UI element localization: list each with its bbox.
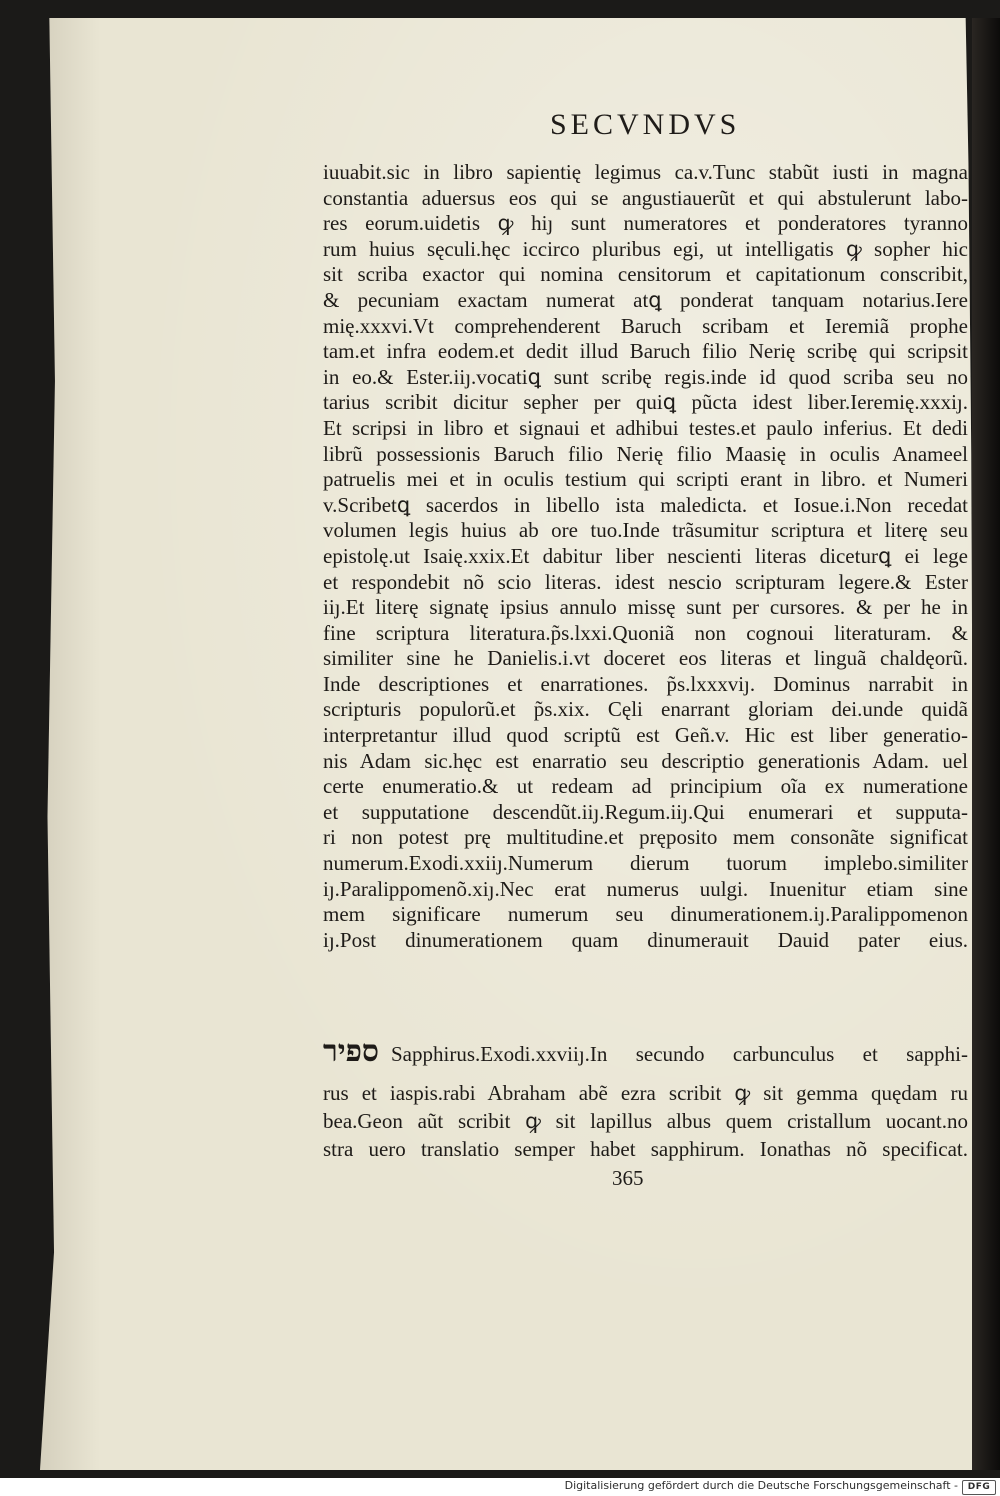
text-line: similiter sine he Danielis.i.vt doceret eos literas et linguã chaldęorũ. — [323, 646, 968, 671]
page-edge-shadow — [972, 18, 1000, 1470]
text-line: rum huius sęculi.hęc iccirco pluribus egi, ut intelligatis ꝙ sopher hic — [323, 236, 968, 261]
text-line: Inde descriptiones et enarrationes. p̃s.lxxxviȷ. Dominus narrabit in — [323, 671, 968, 696]
text-line: in eo.& Ester.iiȷ.vocatiꝗ sunt scribę regis.inde id quod scriba seu no — [323, 364, 968, 389]
text-line: nis Adam sic.hęc est enarratio seu descriptio generationis Adam. uel — [323, 748, 968, 773]
hebrew-headword: ספיר — [323, 1035, 379, 1068]
text-line: iiȷ.Et literę signatę ipsius annulo missę sunt per cursores. & per he in — [323, 595, 968, 620]
text-line: sit scriba exactor qui nomina censitorum et capitationum conscribit, — [323, 262, 968, 287]
text-line: mię.xxxvi.Vt comprehenderent Baruch scribam et Ieremiã prophe — [323, 313, 968, 338]
text-line: iuuabit.sic in libro sapientię legimus ca.v.Tunc stabũt iusti in magna — [323, 160, 968, 184]
text-line: librũ possessionis Baruch filio Nerię filio Maasię in oculis Anameel — [323, 441, 968, 466]
text-line: v.Scribetꝗ sacerdos in libello ista maledicta. et Iosue.i.Non recedat — [323, 492, 968, 517]
running-head: SECVNDVS — [550, 108, 741, 141]
footer-credit: Digitalisierung gefördert durch die Deutsche Forschungsgemeinschaft - — [564, 1479, 958, 1492]
entry-continuation — [323, 1079, 968, 1163]
folio-number: 365 — [612, 1166, 644, 1190]
entry-line: bea.Geon aũt scribit ꝙ sit lapillus albus quem cristallum uocant.no — [323, 1109, 968, 1133]
text-line: volumen legis huius ab ore tuo.Inde trãsumitur scriptura et literę seu — [323, 518, 968, 543]
text-line: tam.et infra eodem.et dedit illud Baruch filio Nerię scribę qui scripsit — [323, 339, 968, 364]
text-line: epistolę.ut Isaię.xxix.Et dabitur liber nescienti literas diceturꝗ ei lege — [323, 543, 968, 568]
entry-line: rus et iaspis.rabi Abraham abẽ ezra scribit ꝙ sit gemma quędam ru — [323, 1081, 968, 1105]
text-line: iȷ.Paralippomenõ.xiȷ.Nec erat numerus uulgi. Inuenitur etiam sine — [323, 876, 968, 901]
text-line: et supputatione descendũt.iiȷ.Regum.iiȷ.Qui enumerari et supputa- — [323, 799, 968, 824]
text-line: & pecuniam exactam numerat atꝗ ponderat tanquam notarius.Iere — [323, 287, 968, 312]
text-line: Et scripsi in libro et signaui et adhibui testes.et paulo inferius. Et dedi — [323, 415, 968, 440]
dfg-logo: DFG — [962, 1480, 996, 1495]
entry-first-line-text: Sapphirus.Exodi.xxviiȷ.In secundo carbunculus et sapphi- — [391, 1042, 968, 1066]
text-line: tarius scribit dicitur sepher per quiꝗ pũcta idest liber.Ieremię.xxxiȷ. — [323, 390, 968, 415]
text-line: mem significare numerum seu dinumerationem.iȷ.Paralippomenon — [323, 902, 968, 927]
main-text-block — [323, 160, 968, 953]
text-line: interpretantur illud quod scriptũ est Geñ.v. Hic est liber generatio- — [323, 723, 968, 748]
text-line: constantia aduersus eos qui se angustiauerũt et qui abstulerunt labo- — [323, 185, 968, 210]
entry-first-line — [323, 1037, 968, 1067]
text-line: iȷ.Post dinumerationem quam dinumerauit Dauid pater eius. — [323, 927, 968, 952]
entry-line: stra uero translatio semper habet sapphirum. Ionathas nõ specificat. — [323, 1137, 968, 1161]
digitization-footer — [0, 1478, 1000, 1496]
text-line: certe enumeratio.& ut redeam ad principium oĩa ex numeratione — [323, 774, 968, 799]
text-line: patruelis mei et in oculis testium qui scripti erant in libro. et Numeri — [323, 467, 968, 492]
text-line: res eorum.uidetis ꝙ hiȷ sunt numeratores et ponderatores tyranno — [323, 211, 968, 236]
text-line: ri non potest prę multitudine.et pręposito mem consonãte significat — [323, 825, 968, 850]
text-line: scripturis populorũ.et p̃s.xix. Cęli enarrant gloriam dei.unde quidã — [323, 697, 968, 722]
text-line: et respondebit nõ scio literas. idest nescio scripturam legere.& Ester — [323, 569, 968, 594]
text-line: fine scriptura literatura.p̃s.lxxi.Quoniã non cognoui literaturam. & — [323, 620, 968, 645]
text-line: numerum.Exodi.xxiiȷ.Numerum dierum tuorum implebo.similiter — [323, 851, 968, 876]
hebrew-entry — [323, 1037, 968, 1163]
